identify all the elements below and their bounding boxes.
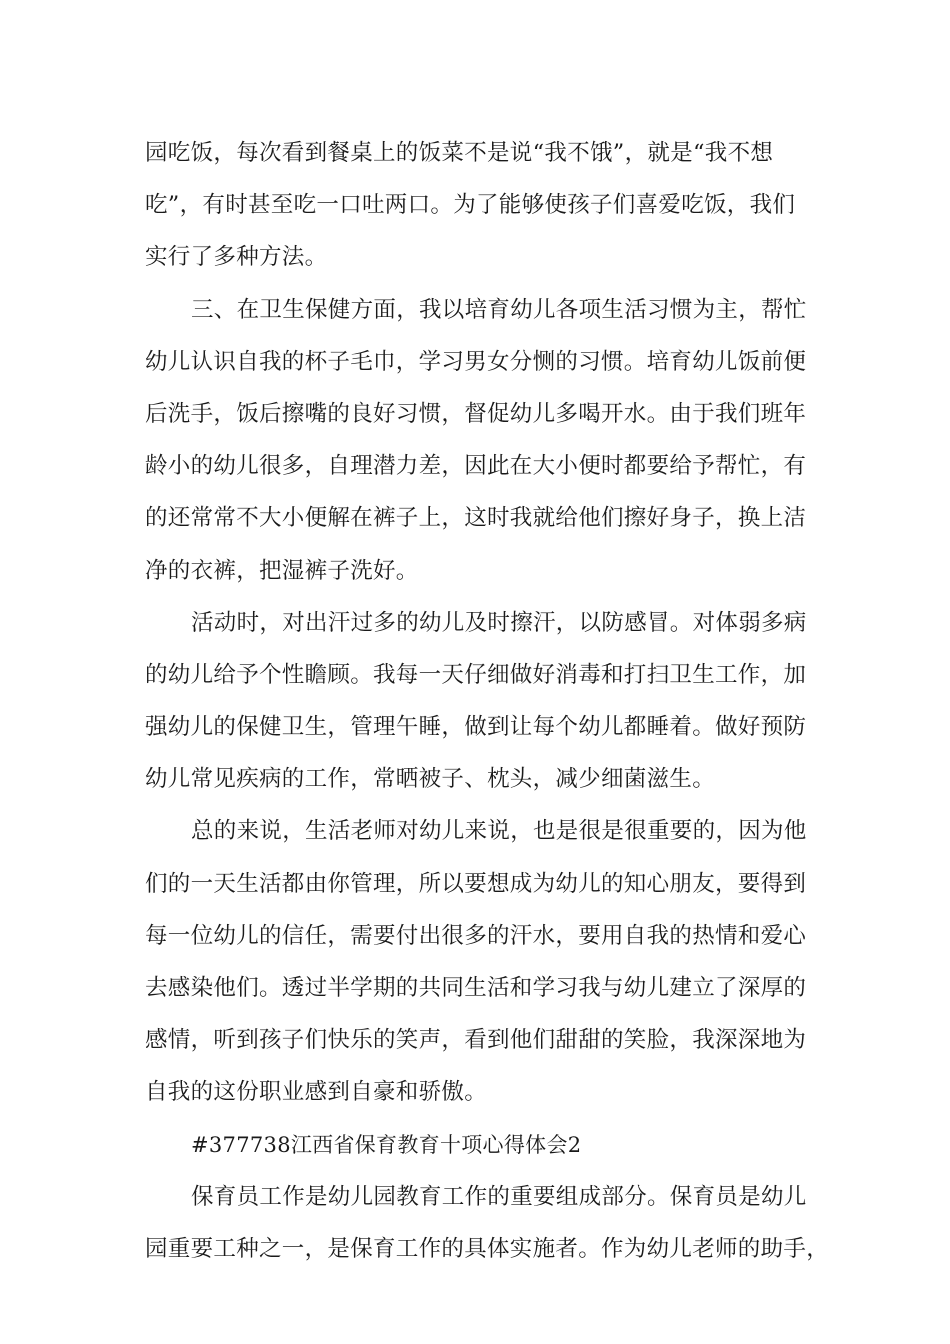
section-heading: #377738江西省保育教育十项心得体会2: [191, 1132, 582, 1157]
text-line: 感情，听到孩子们快乐的笑声，看到他们甜甜的笑脸，我深深地为: [145, 1027, 807, 1054]
paragraph-start-line: 总的来说，生活老师对幼儿来说，也是很是很重要的，因为他: [191, 818, 807, 845]
text-line: 的还常常不大小便解在裤子上，这时我就给他们擦好身子，换上洁: [145, 505, 807, 532]
text-line: 吃”，有时甚至吃一口吐两口。为了能够使孩子们喜爱吃饭，我们: [145, 192, 796, 219]
text-line: 们的一天生活都由你管理，所以要想成为幼儿的知心朋友，要得到: [145, 870, 807, 897]
text-line: 实行了多种方法。: [145, 244, 328, 271]
paragraph-start-line: 三、在卫生保健方面，我以培育幼儿各项生活习惯为主，帮忙: [191, 296, 807, 323]
text-line: 园重要工种之一，是保育工作的具体实施者。作为幼儿老师的助手，: [145, 1235, 830, 1262]
text-line: 幼儿认识自我的杯子毛巾，学习男女分恻的习惯。培育幼儿饭前便: [145, 348, 807, 375]
text-line: 后洗手，饭后擦嘴的良好习惯，督促幼儿多喝开水。由于我们班年: [145, 400, 807, 427]
text-line: 龄小的幼儿很多，自理潜力差，因此在大小便时都要给予帮忙，有: [145, 453, 807, 480]
text-line: 去感染他们。透过半学期的共同生活和学习我与幼儿建立了深厚的: [145, 975, 807, 1001]
text-line: 强幼儿的保健卫生，管理午睡，做到让每个幼儿都睡着。做好预防: [145, 714, 807, 741]
text-line: 净的衣裤，把湿裤子洗好。: [145, 557, 419, 584]
text-line: 的幼儿给予个性瞻顾。我每一天仔细做好消毒和打扫卫生工作，加: [145, 661, 807, 688]
paragraph-start-line: 保育员工作是幼儿园教育工作的重要组成部分。保育员是幼儿: [191, 1183, 807, 1210]
text-line: 园吃饭，每次看到餐桌上的饭菜不是说“我不饿”，就是“我不想: [145, 140, 774, 166]
text-line: 幼儿常见疾病的工作，常晒被子、枕头，减少细菌滋生。: [145, 766, 716, 793]
text-line: 自我的这份职业感到自豪和骄傲。: [145, 1079, 488, 1106]
document-body: [145, 127, 835, 1275]
paragraph-start-line: 活动时，对出汗过多的幼儿及时擦汗，以防感冒。对体弱多病: [191, 609, 807, 636]
text-line: 每一位幼儿的信任，需要付出很多的汗水，要用自我的热情和爱心: [145, 922, 807, 949]
